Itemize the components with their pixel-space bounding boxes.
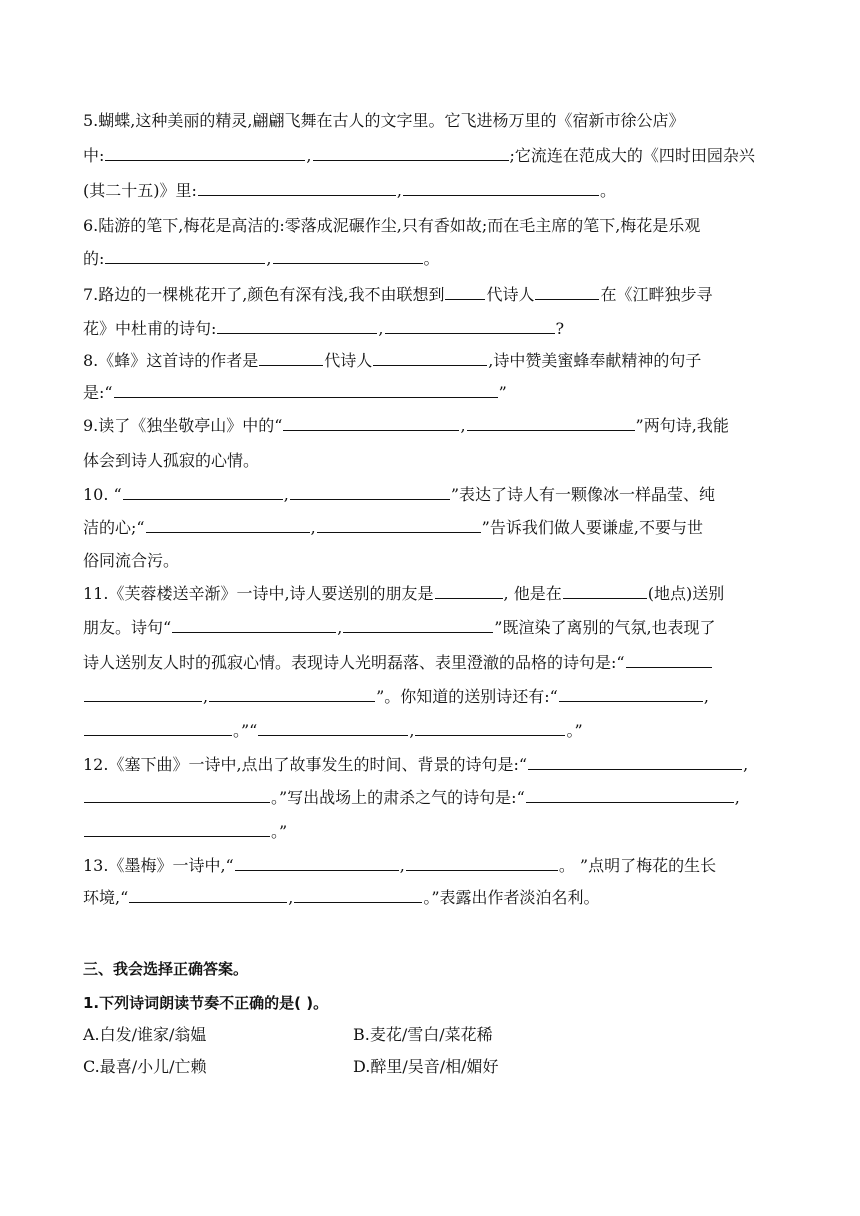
answer-blank[interactable] — [84, 683, 202, 702]
q8-line-2: 是:“ ” — [83, 378, 800, 408]
answer-blank[interactable] — [105, 245, 265, 264]
answer-blank[interactable] — [535, 281, 599, 300]
answer-blank[interactable] — [559, 683, 703, 702]
answer-blank[interactable] — [105, 142, 305, 161]
answer-blank[interactable] — [445, 281, 485, 300]
section-heading: 三、我会选择正确答案。 — [83, 960, 249, 978]
q5-line-2: 中: , ;它流连在范成大的《四时田园杂兴 — [83, 141, 800, 171]
q11-line-5: 。”“ , 。” — [83, 716, 800, 746]
q6-line-1: 6.陆游的笔下,梅花是高洁的:零落成泥碾作尘,只有香如故;而在毛主席的笔下,梅花是乐观 — [83, 216, 701, 235]
q11-line-4: , ”。你知道的送别诗还有:“ , — [83, 682, 800, 712]
option-c[interactable]: C.最喜/小儿/亡赖 — [83, 1057, 207, 1076]
answer-blank[interactable] — [343, 614, 493, 633]
answer-blank[interactable] — [528, 751, 742, 770]
option-b[interactable]: B.麦花/雪白/菜花稀 — [353, 1025, 493, 1044]
q10-line-3: 俗同流合污。 — [83, 551, 180, 570]
q5-line-3: (其二十五)》里: , 。 — [83, 176, 800, 206]
answer-blank[interactable] — [235, 852, 399, 871]
answer-blank[interactable] — [283, 412, 459, 431]
question-1: 1.下列诗词朗读节奏不正确的是( )。 — [83, 994, 329, 1012]
answer-blank[interactable] — [406, 852, 558, 871]
q9-line-1: 9.读了《独坐敬亭山》中的“ , ”两句诗,我能 — [83, 411, 800, 441]
answer-blank[interactable] — [114, 379, 498, 398]
option-row-2 — [83, 1052, 800, 1082]
answer-blank[interactable] — [259, 347, 323, 366]
answer-blank[interactable] — [294, 884, 422, 903]
answer-blank[interactable] — [317, 514, 481, 533]
answer-blank[interactable] — [123, 481, 283, 500]
answer-blank[interactable] — [290, 481, 450, 500]
answer-blank[interactable] — [385, 315, 555, 334]
answer-blank[interactable] — [198, 177, 396, 196]
q11-line-2: 朋友。诗句“ , ”既渲染了离别的气氛,也表现了 — [83, 613, 800, 643]
q12-line-1: 12.《塞下曲》一诗中,点出了故事发生的时间、背景的诗句是:“ , — [83, 750, 800, 780]
answer-blank[interactable] — [526, 784, 734, 803]
answer-blank[interactable] — [172, 614, 336, 633]
q7-line-2: 花》中杜甫的诗句: , ? — [83, 314, 800, 344]
answer-blank[interactable] — [467, 412, 635, 431]
answer-blank[interactable] — [84, 717, 232, 736]
q6-line-2: 的: , 。 — [83, 244, 800, 274]
q8-line-1: 8.《蜂》这首诗的作者是 代诗人 ,诗中赞美蜜蜂奉献精神的句子 — [83, 346, 800, 376]
answer-blank[interactable] — [84, 818, 270, 837]
q7-line-1: 7.路边的一棵桃花开了,颜色有深有浅,我不由联想到 代诗人 在《江畔独步寻 — [83, 280, 800, 310]
answer-blank[interactable] — [146, 514, 310, 533]
answer-blank[interactable] — [84, 784, 270, 803]
answer-blank[interactable] — [403, 177, 599, 196]
q11-line-3: 诗人送别友人时的孤寂心情。表现诗人光明磊落、表里澄澈的品格的诗句是:“ — [83, 648, 800, 678]
q9-line-2: 体会到诗人孤寂的心情。 — [83, 451, 260, 470]
q10-line-1: 10. “ , ”表达了诗人有一颗像冰一样晶莹、纯 — [83, 480, 800, 510]
answer-blank[interactable] — [626, 649, 712, 668]
answer-blank[interactable] — [435, 580, 503, 599]
answer-blank[interactable] — [313, 142, 509, 161]
answer-blank[interactable] — [563, 580, 647, 599]
q11-line-1: 11.《芙蓉楼送辛渐》一诗中,诗人要送别的朋友是 , 他是在 (地点)送别 — [83, 579, 800, 609]
answer-blank[interactable] — [258, 717, 408, 736]
q10-line-2: 洁的心;“ , ”告诉我们做人要谦虚,不要与世 — [83, 513, 800, 543]
q12-line-3: 。” — [83, 817, 800, 847]
q13-line-2: 环境,“ , 。”表露出作者淡泊名利。 — [83, 883, 800, 913]
option-row-1 — [83, 1020, 800, 1050]
answer-blank[interactable] — [273, 245, 423, 264]
answer-blank[interactable] — [217, 315, 377, 334]
answer-blank[interactable] — [415, 717, 565, 736]
answer-blank[interactable] — [129, 884, 287, 903]
q13-line-1: 13.《墨梅》一诗中,“ , 。 ”点明了梅花的生长 — [83, 851, 800, 881]
answer-blank[interactable] — [209, 683, 375, 702]
option-d[interactable]: D.醉里/吴音/相/媚好 — [353, 1057, 499, 1076]
answer-blank[interactable] — [373, 347, 487, 366]
option-a[interactable]: A.白发/谁家/翁媪 — [83, 1025, 207, 1044]
q5-line-1: 5.蝴蝶,这种美丽的精灵,翩翩飞舞在古人的文字里。它飞进杨万里的《宿新市徐公店》 — [83, 111, 685, 130]
q12-line-2: 。”写出战场上的肃杀之气的诗句是:“ , — [83, 783, 800, 813]
